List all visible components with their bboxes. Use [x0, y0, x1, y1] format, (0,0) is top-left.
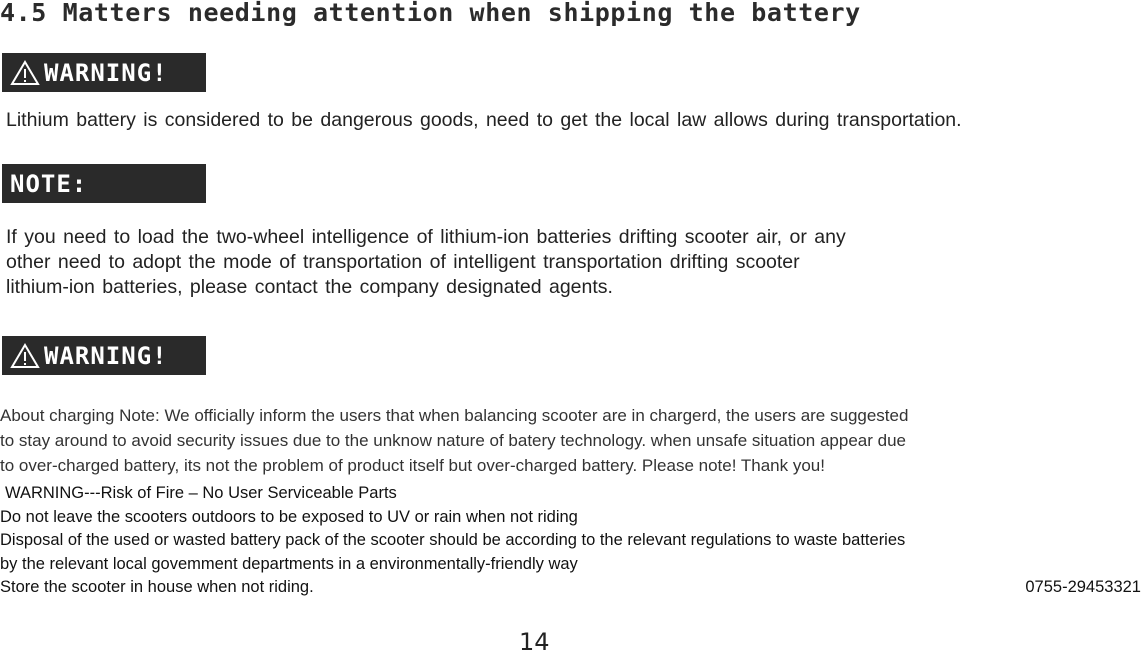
charging-note-line: to over-charged battery, its not the problem of product itself but over-charged battery. Please note! Thank you! — [0, 456, 825, 475]
note-line: lithium-ion batteries, please contact the company designated agents. — [6, 276, 613, 298]
instruction-line: Do not leave the scooters outdoors to be exposed to UV or rain when not riding — [0, 507, 578, 526]
warning-text: Lithium battery is considered to be dangerous goods, need to get the local law allows during transportation. — [6, 109, 962, 131]
warning-label-box — [2, 53, 206, 92]
note-label: NOTE: — [10, 169, 88, 198]
charging-note-line: About charging Note: We officially inform the users that when balancing scooter are in chargerd, the users are suggested — [0, 406, 909, 425]
warning-label-box — [2, 336, 206, 375]
note-paragraph — [6, 225, 846, 300]
instruction-line: Disposal of the used or wasted battery pack of the scooter should be according to the relevant regulations to waste batteries — [0, 531, 906, 549]
warning-label: WARNING! — [44, 58, 168, 87]
warning-triangle-icon — [10, 60, 40, 86]
warning-label: WARNING! — [44, 341, 168, 370]
note-line: other need to adopt the mode of transportation of intelligent transportation drifting scooter — [6, 251, 800, 273]
charging-note — [0, 403, 908, 478]
warning-triangle-icon — [10, 343, 40, 369]
page-number: 14 — [519, 628, 550, 656]
section-title: 4.5 Matters needing attention when shipping the battery — [0, 0, 861, 27]
instruction-line-last — [0, 576, 1141, 600]
instruction-line: by the relevant local govemment departments in a environmentally-friendly way — [0, 554, 578, 573]
fire-warning: WARNING---Risk of Fire – No User Serviceable Parts — [5, 484, 397, 502]
phone-number: 0755-29453321 — [1025, 578, 1141, 596]
charging-note-line: to stay around to avoid security issues due to the unknow nature of batery technology. when unsafe situation appear due — [0, 431, 906, 450]
note-label-box — [2, 164, 206, 203]
note-line: If you need to load the two-wheel intelligence of lithium-ion batteries drifting scooter air, or any — [6, 226, 846, 248]
safety-instructions — [0, 482, 1141, 600]
instruction-line: Store the scooter in house when not riding. — [0, 578, 314, 596]
